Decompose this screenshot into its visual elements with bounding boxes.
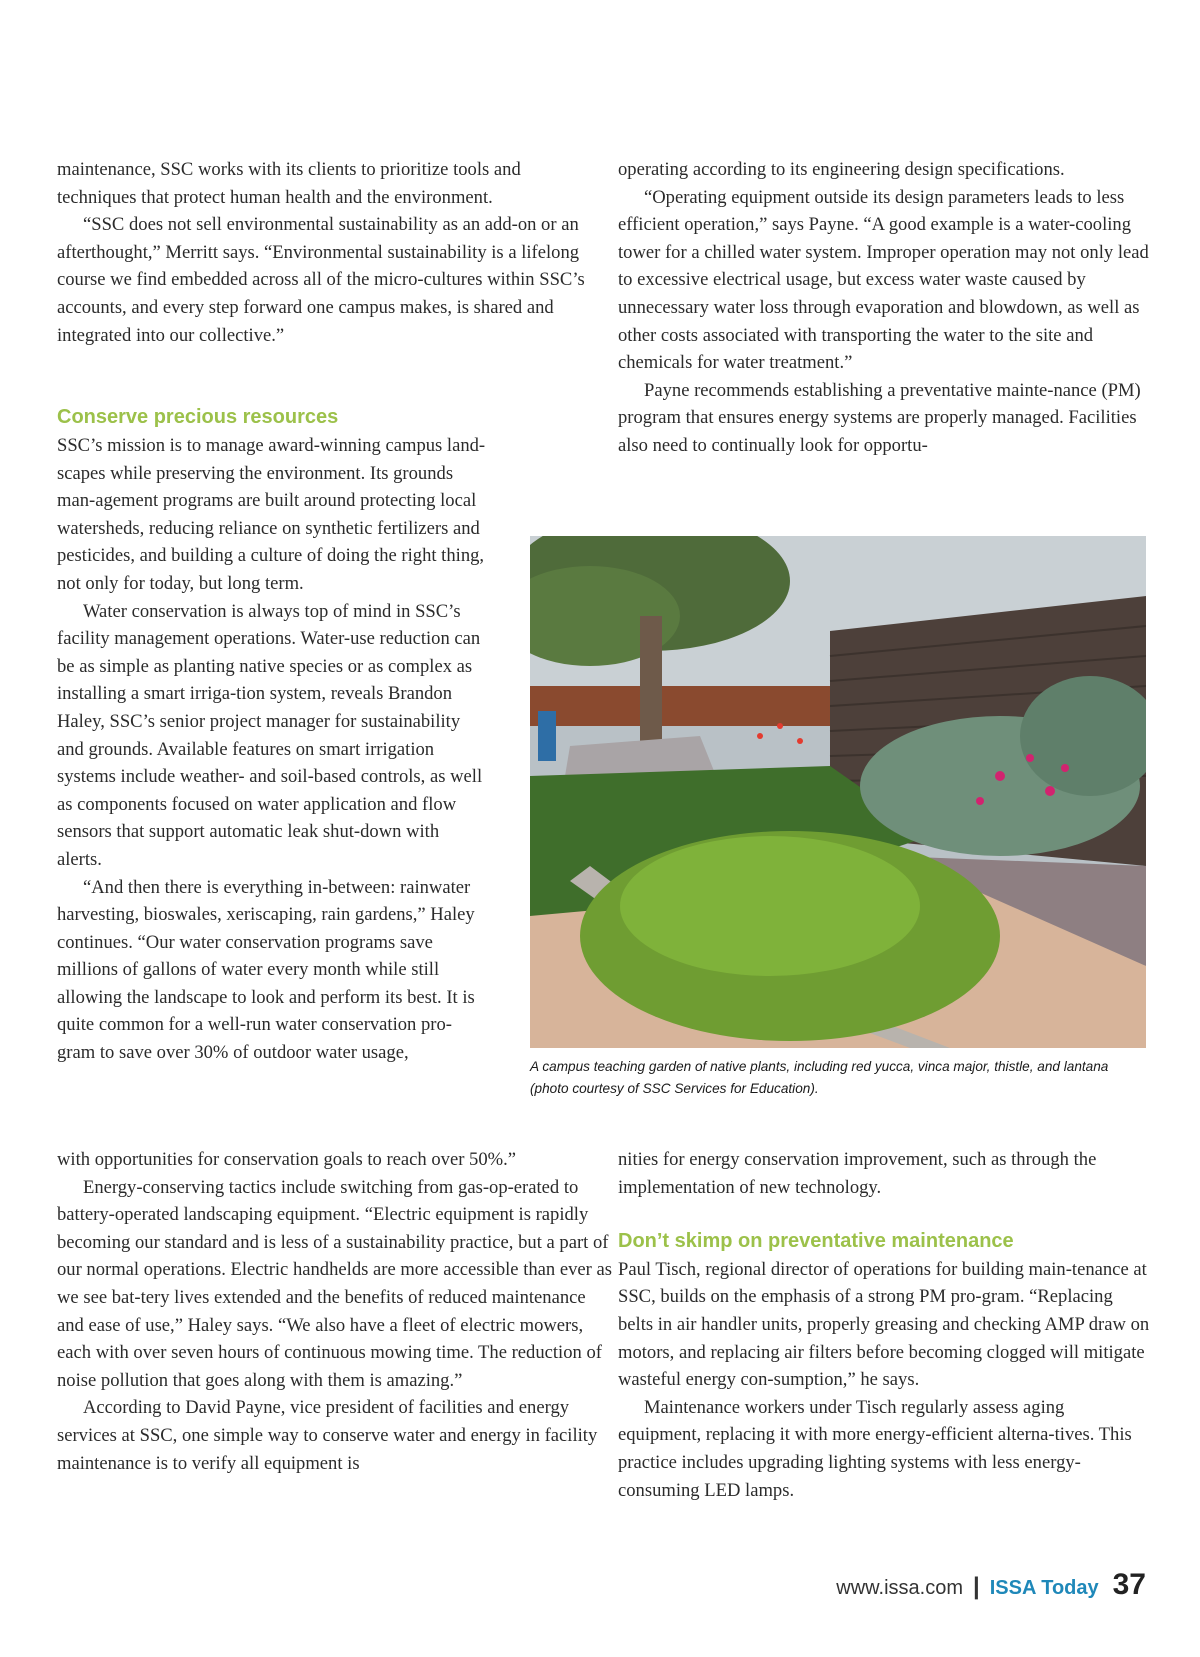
footer-publication: ISSA Today xyxy=(989,1577,1099,1599)
page-footer xyxy=(836,1568,1146,1608)
left-column-top xyxy=(57,156,585,349)
paragraph: Paul Tisch, regional director of operations for building main-tenance at SSC, builds on the emphasis of a strong PM pro-gram. “Replacing belts in air handler units, properly greasing and checking AMP draw on motors, and replacing air filters before becoming clogged will mitigate wasteful energy con-sumption,” he says. xyxy=(618,1258,1150,1391)
page-number: 37 xyxy=(1112,1568,1146,1601)
garden-photo xyxy=(530,536,1146,1048)
right-column-bottom xyxy=(618,1146,1152,1504)
paragraph: Water conservation is always top of mind in SSC’s facility management operations. Water-use reduction can be as simple as planting native species or as complex as installing a smart irriga-tion system, reveals Brandon Haley, SSC’s senior project manager for sustainability and grounds. Available features on smart irrigation systems include weather- and soil-based controls, as well as components focused on water application and flow sensors that support automatic leak shut-down with alerts. xyxy=(57,600,483,870)
paragraph-continuation: nities for energy conservation improvement, such as through the implementation of new technology. xyxy=(618,1149,1097,1198)
paragraph: maintenance, SSC works with its clients to prioritize tools and techniques that protect human health and the environment. xyxy=(57,159,521,208)
left-column-bottom xyxy=(57,1146,617,1477)
paragraph: “And then there is everything in-between: rainwater harvesting, bioswales, xeriscaping, rain gardens,” Haley continues. “Our water conservation programs save millions of gallons of water every month while still allowing the landscape to look and perform its best. It is quite common for a well-run water conservation pro-gram to save over 30% of outdoor water usage, xyxy=(57,876,475,1064)
paragraph: Payne recommends establishing a preventative mainte-nance (PM) program that ensures energy systems are properly managed. Facilities also need to continually look for opportu- xyxy=(618,379,1141,456)
section-heading-maintenance: Don’t skimp on preventative maintenance xyxy=(618,1230,1014,1253)
paragraph: “SSC does not sell environmental sustainability as an add-on or an afterthought,” Merritt says. “Environmental sustainability is a lifelong course we find embedded across all of the micro-cultures within SSC’s accounts, and every step forward one campus makes, is shared and integrated into our collective.” xyxy=(57,214,585,346)
paragraph: Maintenance workers under Tisch regularly assess aging equipment, replacing it with more energy-efficient alterna-tives. This practice includes upgrading lighting systems with less energy-consuming LED lamps. xyxy=(618,1396,1132,1501)
paragraph: According to David Payne, vice president of facilities and energy services at SSC, one simple way to conserve water and energy in facility maintenance is to verify all equipment is xyxy=(57,1397,598,1474)
right-column-top xyxy=(618,156,1152,460)
section-heading-conserve: Conserve precious resources xyxy=(57,406,339,428)
paragraph-continuation: with opportunities for conservation goals to reach over 50%.” xyxy=(57,1149,517,1170)
left-column-middle xyxy=(57,432,487,1067)
paragraph: SSC’s mission is to manage award-winning campus land-scapes while preserving the environment. Its grounds man-agement programs are built around protecting local watersheds, reducing reliance on synthetic fertilizers and pesticides, and building a culture of doing the right thing, not only for today, but long term. xyxy=(57,435,486,594)
paragraph: Energy-conserving tactics include switching from gas-op-erated to battery-operated landscaping equipment. “Electric equipment is rapidly becoming our standard and is less of a sustainability practice, but a part of our normal operations. Electric handhelds are more accessible than ever as we see bat-tery lives extended and the benefits of reduced maintenance and ease of use,” Haley says. “We also have a fleet of electric mowers, each with over seven hours of continuous mowing time. The reduction of noise pollution that goes along with them is amazing.” xyxy=(57,1176,612,1391)
footer-url[interactable]: www.issa.com xyxy=(836,1577,963,1599)
garden-illustration xyxy=(530,536,1146,1048)
photo-caption: A campus teaching garden of native plants, including red yucca, vinca major, thistle, and lantana (photo courtesy of SSC Services for Education). xyxy=(530,1059,1109,1096)
footer-separator: | xyxy=(973,1573,980,1600)
paragraph: operating according to its engineering design specifications. xyxy=(618,159,1065,180)
paragraph: “Operating equipment outside its design parameters leads to less efficient operation,” says Payne. “A good example is a water-cooling tower for a chilled water system. Improper operation may not only lead to excessive electrical usage, but excess water waste caused by unnecessary water loss through evaporation and blowdown, as well as other costs associated with transporting the water to the site and chemicals for water treatment.” xyxy=(618,186,1149,374)
